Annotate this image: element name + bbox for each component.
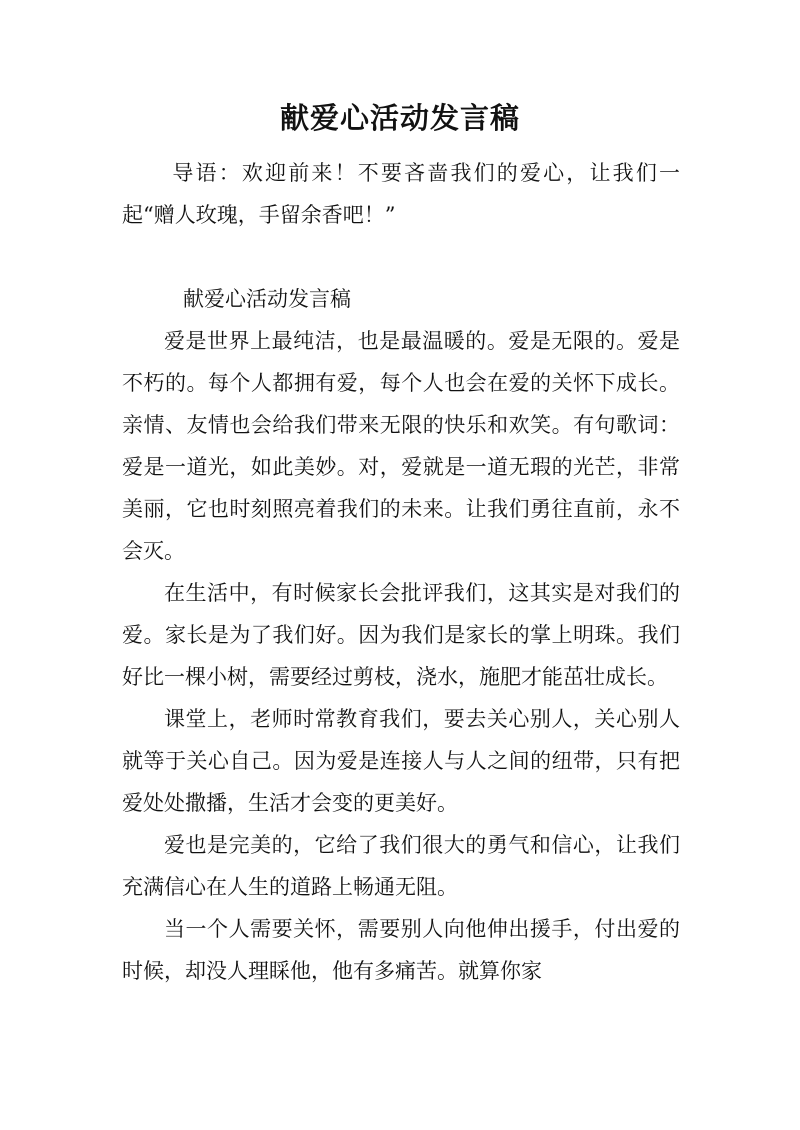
section-subtitle: 献爱心活动发言稿 xyxy=(183,287,351,311)
document-title: 献爱心活动发言稿 xyxy=(279,101,520,135)
blank-line xyxy=(122,236,680,278)
body-paragraph: 当一个人需要关怀，需要别人向他伸出援手，付出爱的时候，却没人理睬他，他有多痛苦。就算你家 xyxy=(122,917,680,983)
intro-paragraph: 导语：欢迎前来！不要吝啬我们的爱心，让我们一起“赠人玫瑰，手留余香吧！” xyxy=(122,161,680,227)
body-paragraph: 在生活中，有时候家长会批评我们，这其实是对我们的爱。家长是为了我们好。因为我们是家长的掌上明珠。我们好比一棵小树，需要经过剪枝，浇水，施肥才能茁壮成长。 xyxy=(122,581,680,689)
document-body xyxy=(122,152,680,992)
body-paragraph: 爱是世界上最纯洁，也是最温暖的。爱是无限的。爱是不朽的。每个人都拥有爱，每个人也会在爱的关怀下成长。亲情、友情也会给我们带来无限的快乐和欢笑。有句歌词：爱是一道光，如此美妙。对，爱就是一道无瑕的光芒，非常美丽，它也时刻照亮着我们的未来。让我们勇往直前，永不会灭。 xyxy=(122,329,680,563)
body-paragraph: 爱也是完美的，它给了我们很大的勇气和信心，让我们充满信心在人生的道路上畅通无阻。 xyxy=(122,833,680,899)
body-paragraph: 课堂上，老师时常教育我们，要去关心别人，关心别人就等于关心自己。因为爱是连接人与人之间的纽带，只有把爱处处撒播，生活才会变的更美好。 xyxy=(122,707,680,815)
